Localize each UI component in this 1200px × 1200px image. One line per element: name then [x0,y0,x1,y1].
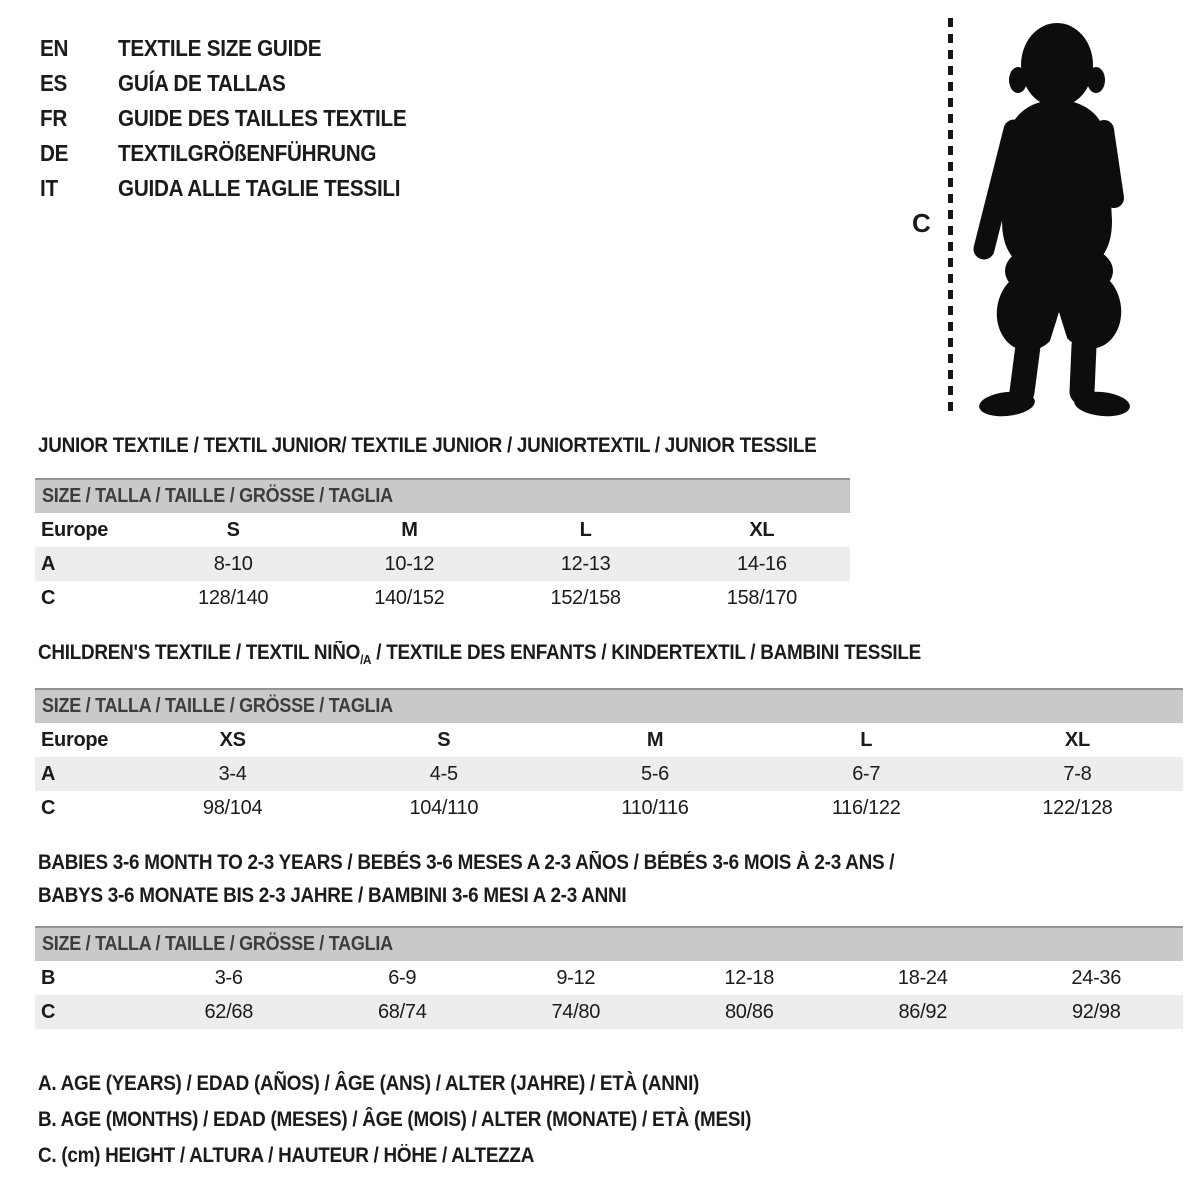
table-cell: XS [219,728,246,751]
guide-title-es: GUÍA DE TALLAS [118,70,286,96]
table-cell: L [579,518,592,541]
row-label: A [41,552,56,575]
measurement-legend [38,1066,830,1174]
guide-title-it: GUIDA ALLE TAGLIE TESSILI [118,175,401,201]
legend-line-b: B. AGE (MONTHS) / EDAD (MESES) / ÂGE (MOIS) / ALTER (MONATE) / ETÀ (MESI) [38,1108,752,1131]
language-code: FR [40,105,68,131]
table-cell: 3-6 [214,966,243,989]
table-cell: 110/116 [621,796,689,819]
table-cell: 122/128 [1042,796,1113,819]
table-cell: 24-36 [1071,966,1122,989]
table-row-b [35,961,1183,995]
size-header-bar: SIZE / TALLA / TAILLE / GRÖSSE / TAGLIA [35,688,1183,723]
guide-title-fr: GUIDE DES TAILLES TEXTILE [118,105,407,131]
table-cell: 80/86 [724,1000,774,1023]
table-cell: 4-5 [429,762,458,785]
babies-section-heading: BABIES 3-6 MONTH TO 2-3 YEARS / BEBÉS 3-6 MESES A 2-3 AÑOS / BÉBÉS 3-6 MOIS À 2-3 ANS / BABYS 3-6 MONATE BIS 2-3 JAHRE / BAMBINI 3-6 MESI A 2-3 ANNI [38,851,895,907]
table-cell: 12-13 [560,552,611,575]
babies-size-table [35,926,1183,1029]
table-cell: S [226,518,240,541]
table-row-c [35,995,1183,1029]
height-measure-label-c: C [912,208,931,238]
table-cell: M [401,518,418,541]
nino-a-subscript: /A [360,652,372,668]
language-row-fr [40,101,439,136]
language-code: DE [40,140,69,166]
table-cell: 158/170 [726,586,797,609]
legend-line-a: A. AGE (YEARS) / EDAD (AÑOS) / ÂGE (ANS) / ALTER (JAHRE) / ETÀ (ANNI) [38,1072,700,1095]
table-cell: 3-4 [218,762,247,785]
table-cell: 92/98 [1071,1000,1121,1023]
language-row-en [40,31,439,66]
guide-title-en: TEXTILE SIZE GUIDE [118,35,322,61]
legend-line-c: C. (cm) HEIGHT / ALTURA / HAUTEUR / HÖHE / ALTEZZA [38,1144,535,1167]
table-cell: 68/74 [377,1000,427,1023]
table-cell: XL [1064,728,1090,751]
table-cell: 86/92 [898,1000,948,1023]
row-label: B [41,966,56,989]
toddler-silhouette-icon [962,16,1142,418]
row-label: A [41,762,56,785]
table-row-europe [35,723,1183,757]
junior-size-table [35,478,850,615]
table-cell: 152/158 [550,586,621,609]
row-label: C [41,1000,56,1023]
language-row-de [40,136,439,171]
table-cell: 128/140 [198,586,269,609]
size-header-bar: SIZE / TALLA / TAILLE / GRÖSSE / TAGLIA [35,926,1183,961]
table-row-a [35,547,850,581]
row-label: Europe [41,518,109,541]
table-cell: 6-7 [852,762,881,785]
guide-title-de: TEXTILGRÖßENFÜHRUNG [118,140,377,166]
row-label: C [41,586,56,609]
table-cell: 9-12 [556,966,596,989]
table-cell: L [860,728,873,751]
language-title-list [40,31,439,206]
table-cell: 62/68 [204,1000,254,1023]
table-cell: 98/104 [202,796,263,819]
table-cell: 12-18 [724,966,775,989]
children-size-table [35,688,1183,825]
language-code: EN [40,35,69,61]
table-cell: M [646,728,664,751]
table-cell: 140/152 [374,586,445,609]
language-row-es [40,66,439,101]
row-label: C [41,796,56,819]
row-label: Europe [41,728,109,751]
table-cell: 5-6 [641,762,670,785]
table-cell: 6-9 [388,966,417,989]
table-cell: 8-10 [213,552,253,575]
table-cell: XL [749,518,775,541]
language-code: IT [40,175,58,201]
table-row-c [35,581,850,615]
language-row-it [40,171,439,206]
table-row-c [35,791,1183,825]
table-cell: 18-24 [897,966,948,989]
dashed-height-line [948,18,953,417]
table-row-europe [35,513,850,547]
table-cell: 14-16 [737,552,787,575]
table-cell: S [437,728,451,751]
junior-section-heading: JUNIOR TEXTILE / TEXTIL JUNIOR/ TEXTILE JUNIOR / JUNIORTEXTIL / JUNIOR TESSILE [38,434,817,457]
table-row-a [35,757,1183,791]
language-code: ES [40,70,68,96]
table-cell: 7-8 [1063,762,1092,785]
children-section-heading: CHILDREN'S TEXTILE / TEXTIL $NIÑO_{/A}$ / TEXTILE DES ENFANTS / KINDERTEXTIL / BAMBINI TESSILE [38,641,922,668]
table-cell: 104/110 [409,796,479,819]
size-header-bar: SIZE / TALLA / TAILLE / GRÖSSE / TAGLIA [35,478,850,513]
table-cell: 10-12 [384,552,435,575]
table-cell: 74/80 [551,1000,601,1023]
table-cell: 116/122 [831,796,901,819]
